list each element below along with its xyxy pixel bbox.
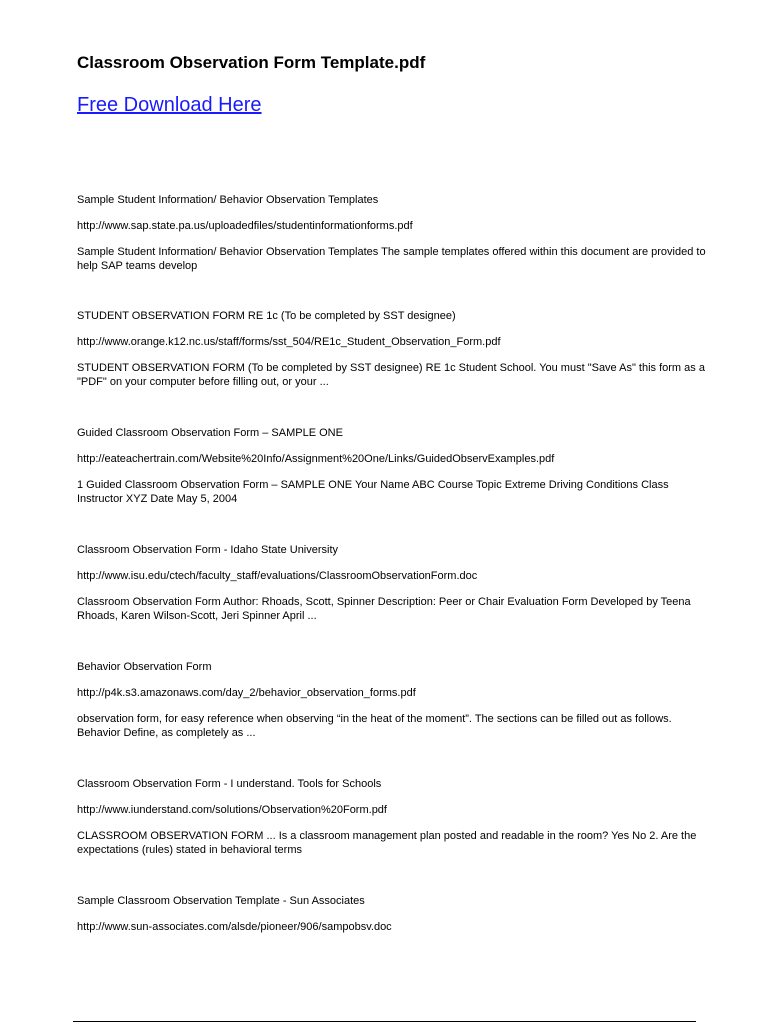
result-url-link[interactable]: http://www.orange.k12.nc.us/staff/forms/sst_504/RE1c_Student_Observation_Form.pdf xyxy=(77,336,501,348)
document-title: Classroom Observation Form Template.pdf xyxy=(77,53,426,72)
result-snippet: CLASSROOM OBSERVATION FORM ... Is a classroom management plan posted and readable in the room? Yes No 2. Are the expectations (rules) stated in behavioral terms xyxy=(77,830,697,856)
result-title: STUDENT OBSERVATION FORM RE 1c (To be completed by SST designee) xyxy=(77,310,456,322)
result-title: Classroom Observation Form - Idaho State University xyxy=(77,544,339,556)
result-url-link[interactable]: http://p4k.s3.amazonaws.com/day_2/behavior_observation_forms.pdf xyxy=(77,687,416,699)
page-footer-divider xyxy=(73,1021,696,1022)
result-title: Behavior Observation Form xyxy=(77,661,212,673)
result-title: Sample Classroom Observation Template - Sun Associates xyxy=(77,895,365,907)
result-snippet: 1 Guided Classroom Observation Form – SAMPLE ONE Your Name ABC Course Topic Extreme Driving Conditions Class Instructor XYZ Date May 5, 2004 xyxy=(77,479,669,505)
result-item xyxy=(77,660,717,740)
result-snippet: observation form, for easy reference when observing “in the heat of the moment”. The sections can be filled out as follows. Behavior Define, as completely as ... xyxy=(77,713,672,739)
result-item xyxy=(77,309,717,389)
result-url-link[interactable]: http://www.isu.edu/ctech/faculty_staff/evaluations/ClassroomObservationForm.doc xyxy=(77,570,478,582)
result-item xyxy=(77,193,717,273)
result-item xyxy=(77,894,717,934)
result-item xyxy=(77,543,717,623)
result-snippet: STUDENT OBSERVATION FORM (To be completed by SST designee) RE 1c Student School. You must "Save As" this form as a "PDF" on your computer before filling out, or your ... xyxy=(77,362,705,388)
result-title: Guided Classroom Observation Form – SAMPLE ONE xyxy=(77,427,343,439)
result-title: Sample Student Information/ Behavior Observation Templates xyxy=(77,194,379,206)
result-title: Classroom Observation Form - I understand. Tools for Schools xyxy=(77,778,382,790)
result-url-link[interactable]: http://www.sun-associates.com/alsde/pioneer/906/sampobsv.doc xyxy=(77,921,392,933)
result-url-link[interactable]: http://www.sap.state.pa.us/uploadedfiles/studentinformationforms.pdf xyxy=(77,220,413,232)
result-url-link[interactable]: http://eateachertrain.com/Website%20Info/Assignment%20One/Links/GuidedObservExamples.pdf xyxy=(77,453,555,465)
result-item xyxy=(77,777,717,857)
result-snippet: Classroom Observation Form Author: Rhoads, Scott, Spinner Description: Peer or Chair Evaluation Form Developed by Teena Rhoads, Karen Wilson-Scott, Jeri Spinner April ... xyxy=(77,596,691,622)
free-download-link[interactable]: Free Download Here xyxy=(77,94,262,116)
result-item xyxy=(77,426,717,506)
result-url-link[interactable]: http://www.iunderstand.com/solutions/Observation%20Form.pdf xyxy=(77,804,387,816)
result-snippet: Sample Student Information/ Behavior Observation Templates The sample templates offered within this document are provided to help SAP teams develop xyxy=(77,246,706,272)
